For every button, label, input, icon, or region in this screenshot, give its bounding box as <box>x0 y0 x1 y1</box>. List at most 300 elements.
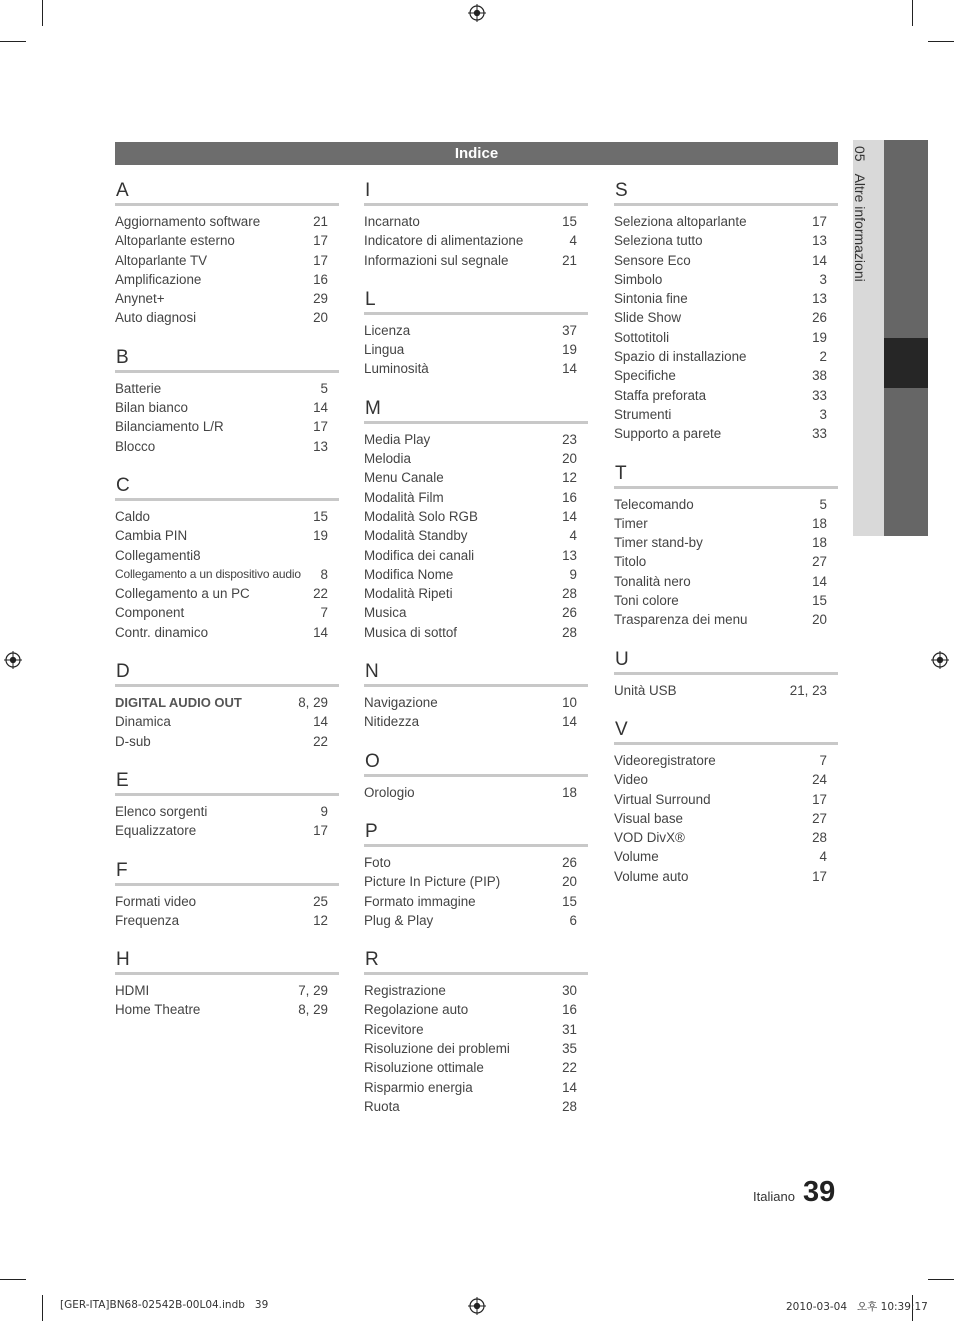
entry-page: 37 <box>562 322 577 338</box>
entry-page: 7 <box>320 605 328 621</box>
index-entry <box>364 1058 588 1077</box>
index-section-o <box>364 750 588 802</box>
entry-page: 20 <box>812 612 827 628</box>
index-entry <box>614 867 838 886</box>
index-section-a <box>115 179 339 328</box>
entry-term: Blocco <box>115 438 156 454</box>
index-entry <box>614 328 838 347</box>
index-entry <box>115 212 339 231</box>
entry-page: 17 <box>313 419 328 435</box>
entry-page: 4 <box>819 849 827 865</box>
index-entry <box>614 308 838 327</box>
entry-page: 18 <box>812 515 827 531</box>
entry-term: Staffa preforata <box>614 387 707 403</box>
entry-term: VOD DivX® <box>614 830 685 846</box>
index-entry <box>115 417 339 436</box>
entry-page: 17 <box>812 791 827 807</box>
entry-page: 31 <box>562 1021 577 1037</box>
section-letter: T <box>614 462 838 489</box>
print-slug-date: 2010-03-04 오후 10:39:17 <box>786 1301 928 1313</box>
entry-term: Home Theatre <box>115 1002 201 1018</box>
index-entry <box>364 693 588 712</box>
index-entry <box>614 251 838 270</box>
entry-term: Ricevitore <box>364 1021 424 1037</box>
index-section-i <box>364 179 588 270</box>
section-letter: L <box>364 288 588 315</box>
index-entry <box>115 603 339 622</box>
index-entry <box>614 212 838 231</box>
registration-mark-icon <box>468 4 486 22</box>
index-entry <box>364 783 588 802</box>
index-entry <box>115 398 339 417</box>
index-entry <box>614 770 838 789</box>
entry-term: Seleziona tutto <box>614 233 703 249</box>
chapter-number: 05 <box>852 146 868 162</box>
entry-page: 15 <box>562 893 577 909</box>
entry-page: 13 <box>313 438 328 454</box>
registration-mark-icon <box>4 651 22 669</box>
entry-page: 18 <box>812 535 827 551</box>
entry-page: 14 <box>313 624 328 640</box>
entry-page: 5 <box>819 496 827 512</box>
entry-term: Contr. dinamico <box>115 624 209 640</box>
section-letter: I <box>364 179 588 206</box>
entry-term: Musica di sottof <box>364 624 458 640</box>
entry-term: DIGITAL AUDIO OUT <box>115 695 242 711</box>
section-letter: R <box>364 948 588 975</box>
entry-term: Volume <box>614 849 659 865</box>
index-entry <box>115 981 339 1000</box>
entry-page: 4 <box>569 528 577 544</box>
index-entry <box>364 1097 588 1116</box>
page-number: 39 <box>803 1176 836 1208</box>
entry-page: 14 <box>562 508 577 524</box>
entry-page: 2 <box>819 349 827 365</box>
index-entry <box>115 712 339 731</box>
index-entry <box>614 533 838 552</box>
entry-page: 7 <box>819 752 827 768</box>
index-section-r <box>364 948 588 1116</box>
index-entry <box>614 270 838 289</box>
entry-term: Menu Canale <box>364 470 444 486</box>
entry-page: 20 <box>562 874 577 890</box>
registration-mark-icon <box>931 651 949 669</box>
index-entry <box>364 892 588 911</box>
entry-term: Ruota <box>364 1098 400 1114</box>
entry-term: Risoluzione ottimale <box>364 1060 484 1076</box>
index-entry <box>614 751 838 770</box>
index-entry <box>614 828 838 847</box>
entry-page: 14 <box>562 714 577 730</box>
index-entry <box>115 892 339 911</box>
entry-term: Incarnato <box>364 214 420 229</box>
index-column-1 <box>115 179 339 1038</box>
entry-term: Frequenza <box>115 912 180 928</box>
entry-page: 20 <box>562 451 577 467</box>
section-letter: E <box>115 769 339 796</box>
entry-term: Timer <box>614 515 648 531</box>
entry-term: Cambia PIN <box>115 528 188 544</box>
index-section-h <box>115 948 339 1020</box>
index-entry <box>364 231 588 250</box>
index-entry <box>115 289 339 308</box>
entry-term: Elenco sorgenti <box>115 803 208 819</box>
entry-term: Virtual Surround <box>614 791 711 807</box>
index-entry <box>364 603 588 622</box>
section-letter: N <box>364 660 588 687</box>
section-letter: H <box>115 948 339 975</box>
entry-page: 16 <box>313 271 328 287</box>
index-entry <box>364 488 588 507</box>
entry-page: 6 <box>569 912 577 928</box>
crop-mark <box>0 41 26 42</box>
entry-page: 16 <box>562 489 577 505</box>
section-letter: M <box>364 397 588 424</box>
index-entry <box>115 231 339 250</box>
index-section-p <box>364 820 588 930</box>
entry-term: Musica <box>364 605 407 621</box>
index-entry <box>364 359 588 378</box>
index-entry <box>115 546 339 565</box>
index-entry <box>115 623 339 642</box>
entry-page: 8, 29 <box>298 695 328 711</box>
index-title-bar <box>115 142 838 165</box>
entry-term: Informazioni sul segnale <box>364 252 509 268</box>
entry-term: Collegamenti8 <box>115 547 201 563</box>
index-entry <box>364 340 588 359</box>
entry-term: Plug & Play <box>364 912 434 928</box>
entry-page: 14 <box>313 400 328 416</box>
index-entry <box>614 495 838 514</box>
section-letter: A <box>115 179 339 206</box>
entry-term: Risoluzione dei problemi <box>364 1041 510 1057</box>
index-entry <box>364 212 588 231</box>
index-entry <box>115 251 339 270</box>
index-entry <box>364 712 588 731</box>
index-entry <box>364 526 588 545</box>
entry-page: 19 <box>812 329 827 345</box>
index-entry <box>364 449 588 468</box>
entry-term: Aggiornamento software <box>115 214 261 229</box>
section-letter: C <box>115 474 339 501</box>
entry-page: 4 <box>569 233 577 249</box>
entry-page: 26 <box>812 310 827 326</box>
entry-page: 22 <box>562 1060 577 1076</box>
entry-page: 3 <box>819 406 827 422</box>
section-letter: S <box>614 179 838 206</box>
entry-term: Videoregistratore <box>614 752 716 768</box>
index-entry <box>115 270 339 289</box>
index-entry <box>364 1020 588 1039</box>
entry-page: 3 <box>819 271 827 287</box>
entry-page: 22 <box>313 586 328 602</box>
entry-term: Altoparlante TV <box>115 252 208 268</box>
index-entry <box>364 872 588 891</box>
entry-term: Component <box>115 605 185 621</box>
index-entry <box>614 790 838 809</box>
entry-term: Modalità Standby <box>364 528 468 544</box>
entry-term: Amplificazione <box>115 271 202 287</box>
entry-term: Melodia <box>364 451 411 467</box>
entry-term: Toni colore <box>614 593 679 609</box>
index-entry <box>115 693 339 712</box>
index-entry <box>364 911 588 930</box>
entry-page: 28 <box>562 624 577 640</box>
entry-term: Foto <box>364 854 391 870</box>
crop-mark <box>928 1279 954 1280</box>
entry-page: 27 <box>812 810 827 826</box>
chapter-tab-marker <box>884 338 928 388</box>
index-column-2 <box>364 179 588 1134</box>
entry-term: Collegamento a un dispositivo audio <box>115 566 301 581</box>
section-letter: U <box>614 648 838 675</box>
entry-page: 13 <box>562 547 577 563</box>
entry-term: Nitidezza <box>364 714 420 730</box>
index-entry <box>115 584 339 603</box>
entry-term: Collegamento a un PC <box>115 586 250 602</box>
print-slug-file: [GER-ITA]BN68-02542B-00L04.indb 39 <box>60 1299 269 1311</box>
entry-page: 9 <box>569 566 577 582</box>
footer-language: Italiano <box>753 1189 795 1204</box>
index-entry <box>115 802 339 821</box>
entry-page: 19 <box>562 342 577 358</box>
entry-term: Seleziona altoparlante <box>614 214 747 229</box>
index-entry <box>614 572 838 591</box>
entry-page: 17 <box>812 214 827 229</box>
entry-term: Picture In Picture (PIP) <box>364 874 501 890</box>
entry-page: 28 <box>562 1098 577 1114</box>
entry-term: Bilan bianco <box>115 400 188 416</box>
entry-term: Visual base <box>614 810 683 826</box>
index-entry <box>115 526 339 545</box>
index-entry <box>364 546 588 565</box>
entry-term: Risparmio energia <box>364 1079 473 1095</box>
index-entry <box>115 379 339 398</box>
index-section-f <box>115 859 339 931</box>
index-column-3 <box>614 179 838 904</box>
crop-mark <box>912 0 913 26</box>
page-title: Indice <box>454 145 499 162</box>
section-letter: B <box>115 346 339 373</box>
entry-term: Tonalità nero <box>614 573 691 589</box>
crop-mark <box>42 1295 43 1321</box>
entry-term: Dinamica <box>115 714 171 730</box>
entry-term: Titolo <box>614 554 647 570</box>
entry-page: 28 <box>812 830 827 846</box>
entry-term: Modalità Ripeti <box>364 586 453 602</box>
entry-page: 21, 23 <box>789 682 827 698</box>
entry-term: Specifiche <box>614 368 676 384</box>
index-entry <box>115 507 339 526</box>
index-section-d <box>115 660 339 751</box>
index-entry <box>115 308 339 327</box>
entry-page: 16 <box>562 1002 577 1018</box>
index-entry <box>364 1039 588 1058</box>
entry-page: 13 <box>812 291 827 307</box>
entry-page: 15 <box>313 508 328 524</box>
crop-mark <box>928 41 954 42</box>
index-entry <box>364 853 588 872</box>
entry-page: 21 <box>313 214 328 229</box>
entry-page: 33 <box>812 426 827 442</box>
index-entry <box>614 347 838 366</box>
entry-page: 19 <box>313 528 328 544</box>
entry-term: Modifica Nome <box>364 566 454 582</box>
entry-term: Auto diagnosi <box>115 310 197 326</box>
entry-term: HDMI <box>115 983 150 999</box>
index-entry <box>364 565 588 584</box>
entry-page: 17 <box>313 823 328 839</box>
entry-term: Supporto a parete <box>614 426 722 442</box>
entry-page: 14 <box>812 573 827 589</box>
index-entry <box>614 405 838 424</box>
index-entry <box>364 251 588 270</box>
chapter-title: Altre informazioni <box>852 173 868 282</box>
entry-term: Navigazione <box>364 695 438 711</box>
entry-term: Indicatore di alimentazione <box>364 233 524 249</box>
index-entry <box>614 231 838 250</box>
index-entry <box>614 552 838 571</box>
index-entry <box>364 584 588 603</box>
entry-page: 14 <box>562 1079 577 1095</box>
index-entry <box>115 1000 339 1019</box>
index-entry <box>614 809 838 828</box>
section-letter: V <box>614 718 838 745</box>
entry-page: 33 <box>812 387 827 403</box>
crop-mark <box>42 0 43 26</box>
entry-page: 25 <box>313 893 328 909</box>
index-entry <box>115 437 339 456</box>
entry-page: 23 <box>562 431 577 447</box>
entry-term: Sensore Eco <box>614 252 691 268</box>
entry-page: 21 <box>562 252 577 268</box>
entry-term: Video <box>614 772 649 788</box>
index-entry <box>614 366 838 385</box>
index-section-e <box>115 769 339 841</box>
entry-page: 8, 29 <box>298 1002 328 1018</box>
entry-term: Slide Show <box>614 310 681 326</box>
index-entry <box>364 507 588 526</box>
entry-term: Lingua <box>364 342 405 358</box>
entry-term: Unità USB <box>614 682 677 698</box>
entry-page: 26 <box>562 854 577 870</box>
entry-term: Luminosità <box>364 361 429 377</box>
entry-page: 24 <box>812 772 827 788</box>
index-entry <box>364 623 588 642</box>
entry-page: 22 <box>313 733 328 749</box>
chapter-label <box>852 146 868 282</box>
entry-term: Formati video <box>115 893 197 909</box>
index-entry <box>614 681 838 700</box>
entry-term: Spazio di installazione <box>614 349 747 365</box>
index-entry <box>115 732 339 751</box>
entry-term: Equalizzatore <box>115 823 197 839</box>
index-section-t <box>614 462 838 630</box>
index-entry <box>364 430 588 449</box>
entry-term: Volume auto <box>614 868 689 884</box>
entry-page: 38 <box>812 368 827 384</box>
index-section-m <box>364 397 588 642</box>
entry-term: Formato immagine <box>364 893 476 909</box>
index-entry <box>364 1078 588 1097</box>
entry-term: Modifica dei canali <box>364 547 475 563</box>
entry-term: Licenza <box>364 322 411 338</box>
index-section-s <box>614 179 838 444</box>
entry-term: Orologio <box>364 784 415 800</box>
entry-page: 15 <box>562 214 577 229</box>
index-section-c <box>115 474 339 642</box>
entry-page: 30 <box>562 983 577 999</box>
index-entry <box>364 1000 588 1019</box>
entry-page: 17 <box>313 233 328 249</box>
index-entry <box>614 386 838 405</box>
crop-mark <box>0 1279 26 1280</box>
entry-term: Registrazione <box>364 983 446 999</box>
registration-mark-icon <box>468 1297 486 1315</box>
section-letter: O <box>364 750 588 777</box>
index-entry <box>614 514 838 533</box>
entry-term: Timer stand-by <box>614 535 703 551</box>
entry-page: 17 <box>313 252 328 268</box>
entry-page: 10 <box>562 695 577 711</box>
index-entry <box>614 591 838 610</box>
entry-page: 27 <box>812 554 827 570</box>
entry-page: 14 <box>812 252 827 268</box>
entry-term: D-sub <box>115 733 151 749</box>
entry-term: Caldo <box>115 508 150 524</box>
entry-term: Batterie <box>115 380 162 396</box>
entry-term: Telecomando <box>614 496 694 512</box>
entry-page: 5 <box>320 380 328 396</box>
section-letter: F <box>115 859 339 886</box>
entry-page: 20 <box>313 310 328 326</box>
index-entry <box>115 821 339 840</box>
entry-page: 15 <box>812 593 827 609</box>
index-entry <box>115 565 339 584</box>
entry-term: Sottotitoli <box>614 329 670 345</box>
index-entry <box>364 468 588 487</box>
index-entry <box>614 289 838 308</box>
entry-page: 9 <box>320 803 328 819</box>
entry-page: 8 <box>320 566 328 582</box>
entry-term: Trasparenza dei menu <box>614 612 748 628</box>
entry-page: 28 <box>562 586 577 602</box>
index-entry <box>614 610 838 629</box>
entry-term: Sintonia fine <box>614 291 688 307</box>
entry-term: Simbolo <box>614 271 663 287</box>
index-section-b <box>115 346 339 456</box>
entry-page: 17 <box>812 868 827 884</box>
entry-term: Strumenti <box>614 406 672 422</box>
index-entry <box>614 424 838 443</box>
index-section-l <box>364 288 588 379</box>
entry-term: Modalità Film <box>364 489 444 505</box>
index-section-u <box>614 648 838 700</box>
entry-page: 26 <box>562 605 577 621</box>
entry-page: 12 <box>313 912 328 928</box>
entry-page: 12 <box>562 470 577 486</box>
entry-page: 14 <box>313 714 328 730</box>
entry-page: 13 <box>812 233 827 249</box>
entry-page: 35 <box>562 1041 577 1057</box>
index-entry <box>364 981 588 1000</box>
entry-page: 29 <box>313 291 328 307</box>
entry-page: 7, 29 <box>298 983 328 999</box>
entry-term: Anynet+ <box>115 291 165 307</box>
entry-term: Media Play <box>364 431 431 447</box>
entry-page: 14 <box>562 361 577 377</box>
section-letter: P <box>364 820 588 847</box>
